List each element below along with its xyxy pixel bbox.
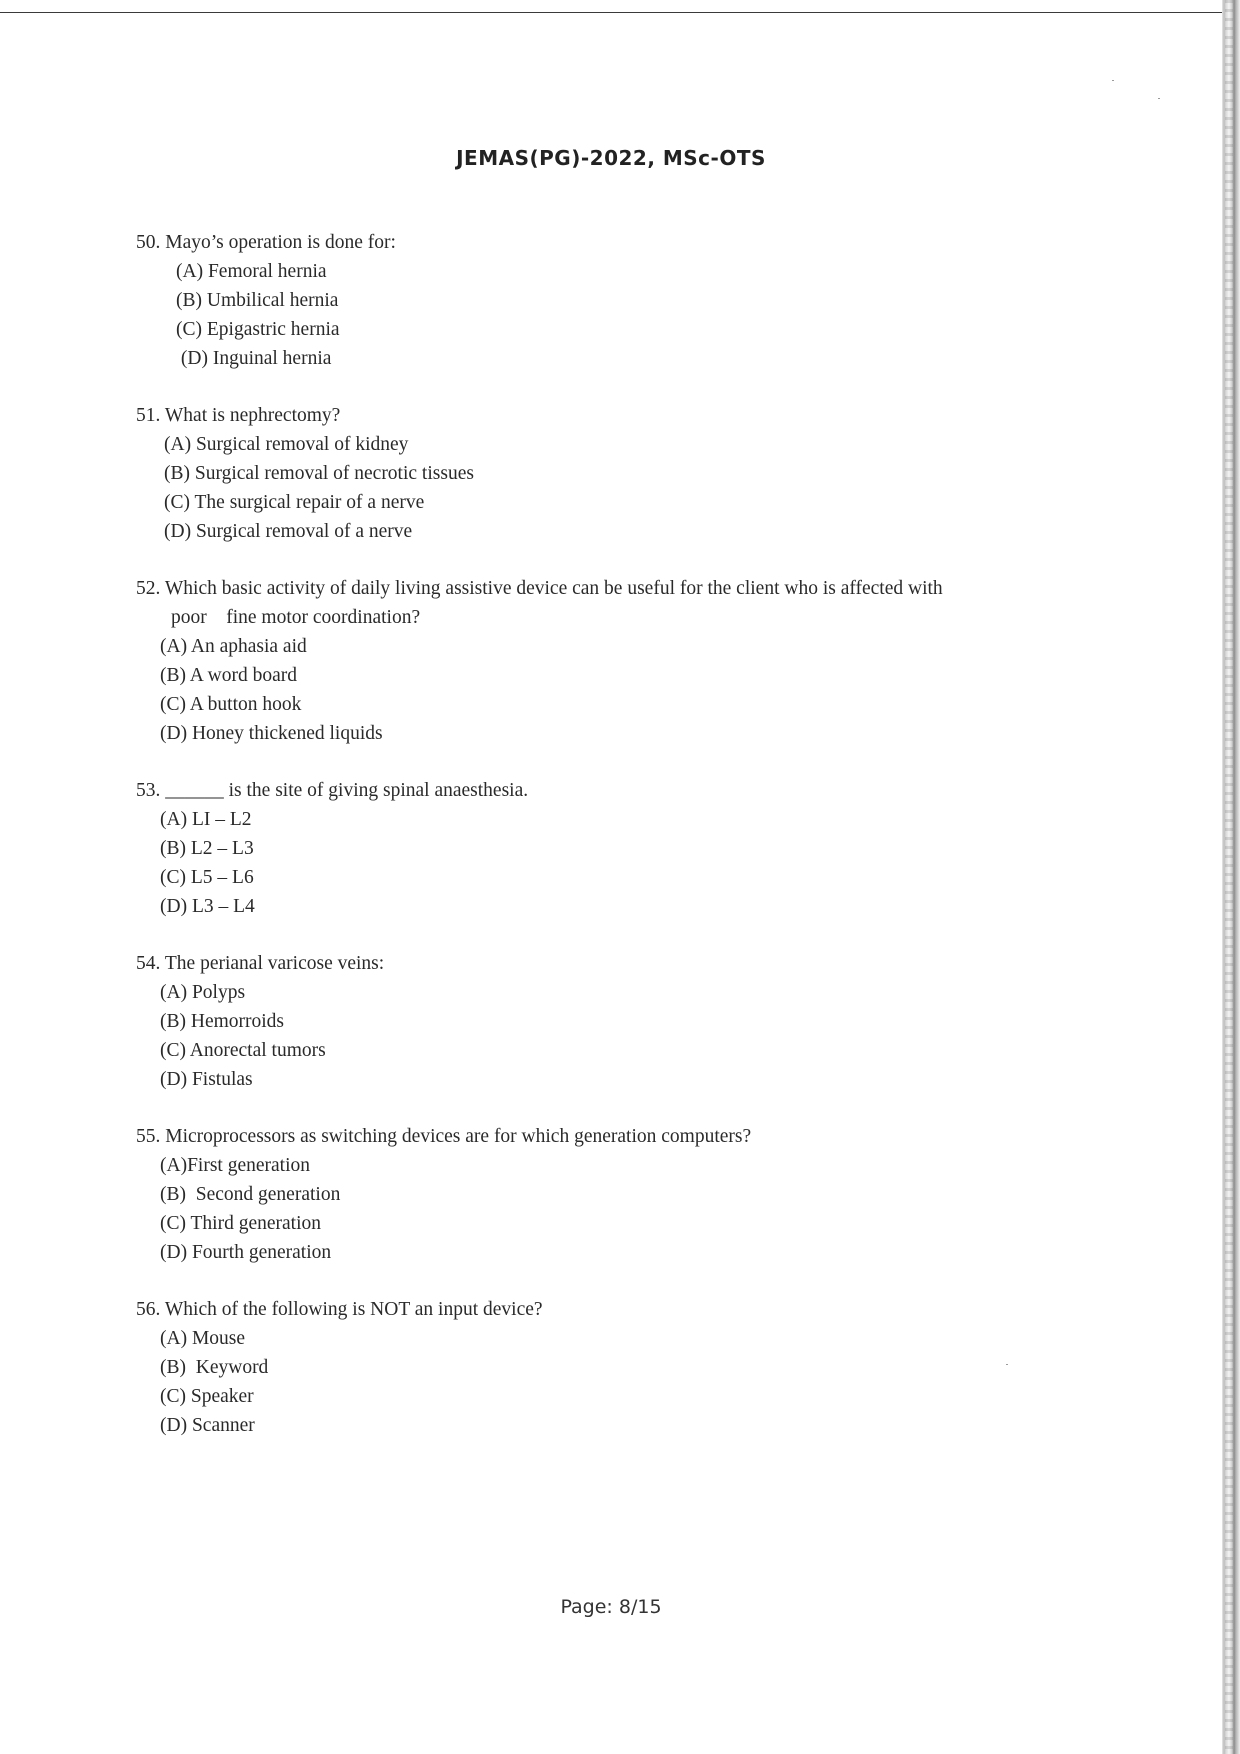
answer-option: (B) A word board [160,665,298,686]
question-text: 56. Which of the following is NOT an input device? [136,1299,543,1320]
question-block [136,1295,1136,1440]
answer-option: (D) Surgical removal of a nerve [164,521,413,542]
exam-header-title: JEMAS(PG)-2022, MSc-OTS [456,146,766,170]
question-block [136,1122,1136,1267]
answer-option: (A) LI – L2 [160,809,252,830]
answer-option: (A) An aphasia aid [160,636,307,657]
question-text: poor fine motor coordination? [171,607,421,628]
answer-option: (D) Fourth generation [160,1242,332,1263]
question-block [136,574,1136,748]
answer-option: (D) Scanner [160,1415,255,1436]
question-text: 53. ______ is the site of giving spinal anaesthesia. [136,780,529,801]
answer-option: (B) Keyword [160,1357,269,1378]
answer-option: (B) Second generation [160,1184,341,1205]
answer-options [136,978,1136,1094]
answer-option: (C) Anorectal tumors [160,1040,326,1061]
answer-option: (C) Third generation [160,1213,322,1234]
question-text: 52. Which basic activity of daily living assistive device can be useful for the client who is affected with [136,578,943,599]
answer-option: (A)First generation [160,1155,311,1176]
answer-options [136,805,1136,921]
scan-speck [1112,80,1114,81]
answer-option: (A) Mouse [160,1328,246,1349]
question-block [136,949,1136,1094]
answer-option: (B) L2 – L3 [160,838,254,859]
answer-option: (C) Epigastric hernia [176,319,340,340]
answer-option: (C) Speaker [160,1386,254,1407]
question-text: 54. The perianal varicose veins: [136,953,385,974]
page-number: Page: 8/15 [560,1596,662,1618]
scan-speck [1158,98,1160,99]
question-text: 55. Microprocessors as switching devices are for which generation computers? [136,1126,752,1147]
scan-edge-shadow [1222,0,1240,1754]
answer-option: (B) Surgical removal of necrotic tissues [164,463,474,484]
answer-option: (D) Inguinal hernia [176,348,332,369]
answer-option: (A) Surgical removal of kidney [164,434,409,455]
question-text: 50. Mayo’s operation is done for: [136,232,396,253]
question-block [136,401,1136,546]
answer-options [136,430,1136,546]
answer-option: (C) A button hook [160,694,302,715]
answer-options [136,1151,1136,1267]
question-block [136,776,1136,921]
answer-option: (D) L3 – L4 [160,896,255,917]
answer-option: (A) Polyps [160,982,246,1003]
answer-options [136,257,1136,373]
answer-option: (C) The surgical repair of a nerve [164,492,425,513]
question-list [136,228,1136,1468]
answer-option: (A) Femoral hernia [176,261,327,282]
top-border-line [0,12,1222,13]
answer-option: (B) Umbilical hernia [176,290,339,311]
answer-options [136,1324,1136,1440]
answer-option: (D) Honey thickened liquids [160,723,383,744]
answer-option: (D) Fistulas [160,1069,253,1090]
answer-option: (C) L5 – L6 [160,867,254,888]
answer-options [136,632,1136,748]
question-block [136,228,1136,373]
answer-option: (B) Hemorroids [160,1011,285,1032]
question-text: 51. What is nephrectomy? [136,405,341,426]
